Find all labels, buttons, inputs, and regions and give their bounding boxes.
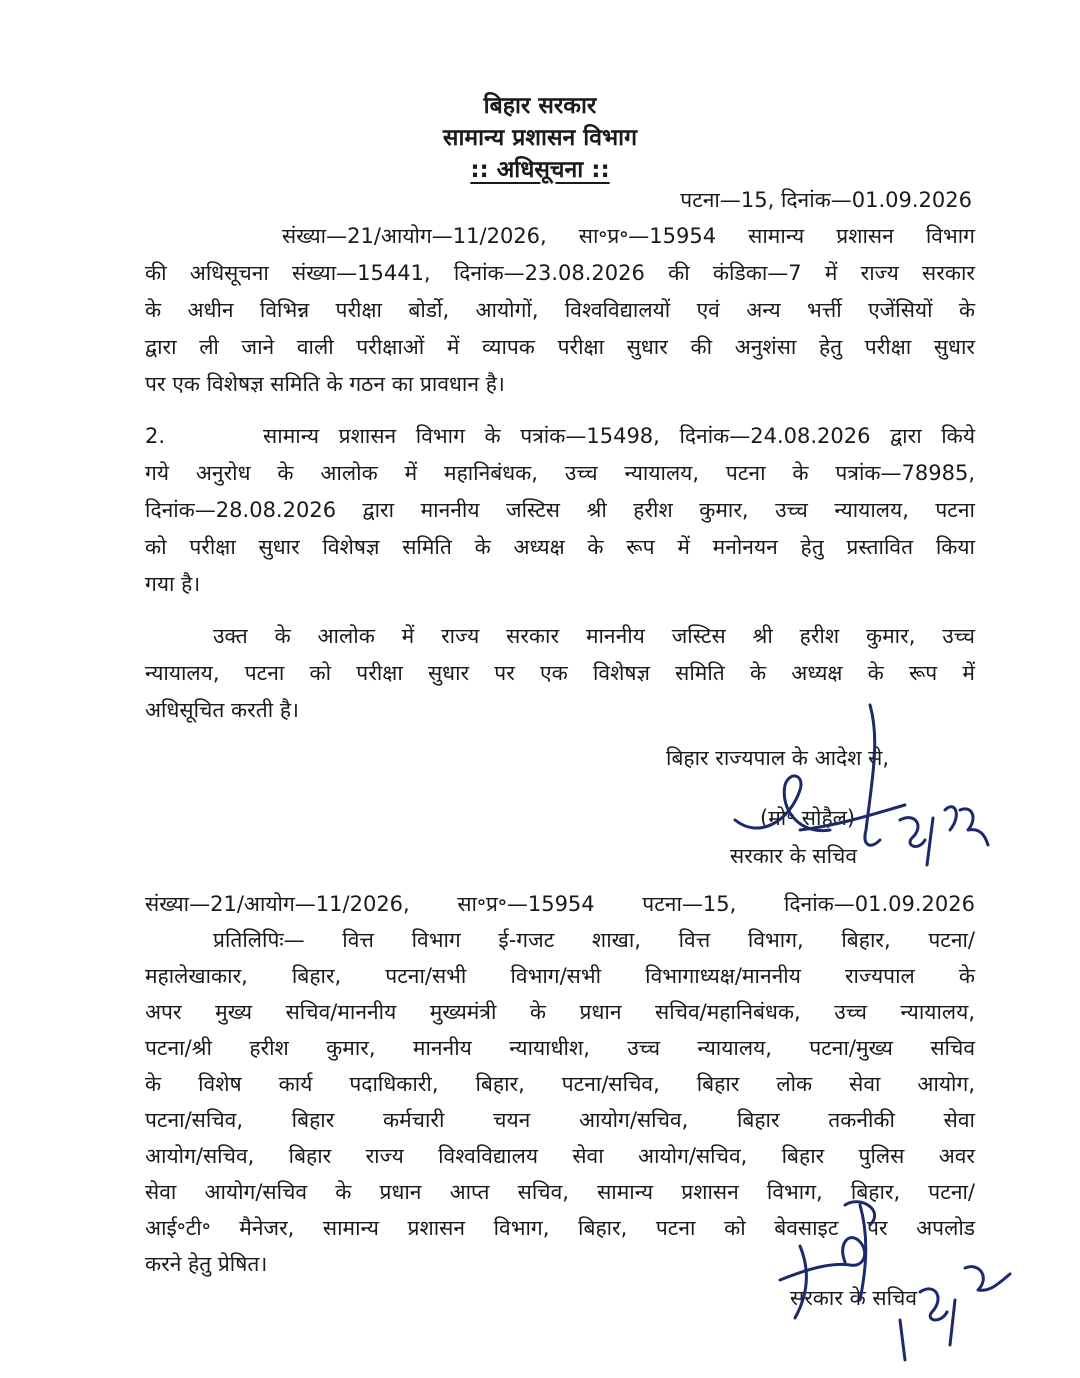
paragraph-line: गये अनुरोध के आलोक में महानिबंधक, उच्च न्यायालय, पटना के पत्रांक—78985, (145, 461, 975, 485)
governor-order: बिहार राज्यपाल के आदेश से, (666, 746, 890, 770)
paragraph-line: दिनांक—28.08.2026 द्वारा माननीय जस्टिस श्री हरीश कुमार, उच्च न्यायालय, पटना (145, 498, 975, 522)
paragraph-line: उक्त के आलोक में राज्य सरकार माननीय जस्टिस श्री हरीश कुमार, उच्च (213, 624, 975, 648)
copy-line: अपर मुख्य सचिव/माननीय मुख्यमंत्री के प्रधान सचिव/महानिबंधक, उच्च न्यायालय, (145, 1000, 975, 1024)
copy-line: पटना/सचिव, बिहार कर्मचारी चयन आयोग/सचिव, बिहार तकनीकी सेवा (145, 1108, 975, 1132)
copy-line: सेवा आयोग/सचिव के प्रधान आप्त सचिव, सामान्य प्रशासन विभाग, बिहार, पटना/ (145, 1180, 975, 1204)
copy-line: महालेखाकार, बिहार, पटना/सभी विभाग/सभी विभागाध्यक्ष/माननीय राज्यपाल के (145, 964, 975, 988)
signatory-designation: सरकार के सचिव (730, 844, 858, 868)
signatory-designation-2: सरकार के सचिव (790, 1286, 918, 1310)
notification-heading: :: अधिसूचना :: (470, 157, 610, 183)
copy-line: करने हेतु प्रेषित। (145, 1252, 268, 1276)
paragraph-line: को परीक्षा सुधार विशेषज्ञ समिति के अध्यक्ष के रूप में मनोनयन हेतु प्रस्तावित किया (145, 535, 975, 559)
copy-line: पटना/श्री हरीश कुमार, माननीय न्यायाधीश, उच्च न्यायालय, पटना/मुख्य सचिव (145, 1036, 975, 1060)
signatory-name: (मो॰ सोहैल) (760, 806, 856, 830)
reference-line: संख्या—21/आयोग—11/2026, सा॰प्र॰—15954 पटना—15, दिनांक—01.09.2026 (145, 892, 975, 916)
signature-stroke (865, 705, 880, 845)
paragraph-line: अधिसूचित करती है। (145, 698, 299, 722)
paragraph-line: द्वारा ली जाने वाली परीक्षाओं में व्यापक परीक्षा सुधार की अनुशंसा हेतु परीक्षा सुधार (145, 335, 975, 359)
department-title: सामान्य प्रशासन विभाग (442, 125, 638, 151)
paragraph-line: न्यायालय, पटना को परीक्षा सुधार पर एक विशेषज्ञ समिति के अध्यक्ष के रूप में (145, 661, 975, 685)
paragraph-line: पर एक विशेषज्ञ समिति के गठन का प्रावधान है। (145, 372, 505, 396)
paragraph-line: के अधीन विभिन्न परीक्षा बोर्डो, आयोगों, विश्वविद्यालयों एवं अन्य भर्त्ती एजेंसियों के (145, 298, 975, 322)
signature-stroke (780, 1238, 865, 1280)
signature-stroke (900, 807, 988, 865)
government-title: बिहार सरकार (483, 93, 597, 119)
paragraph-line: 2. सामान्य प्रशासन विभाग के पत्रांक—15498, दिनांक—24.08.2026 द्वारा किये (145, 424, 975, 448)
paragraph-line: संख्या—21/आयोग—11/2026, सा॰प्र॰—15954 सामान्य प्रशासन विभाग (282, 224, 975, 248)
copy-line: आयोग/सचिव, बिहार राज्य विश्वविद्यालय सेवा आयोग/सचिव, बिहार पुलिस अवर (145, 1144, 975, 1168)
copy-line: प्रतिलिपिः— वित्त विभाग ई-गजट शाखा, वित्त विभाग, बिहार, पटना/ (213, 928, 975, 952)
copy-line: आई॰टी॰ मैनेजर, सामान्य प्रशासन विभाग, बिहार, पटना को बेवसाइट पर अपलोड (145, 1216, 975, 1240)
paragraph-line: की अधिसूचना संख्या—15441, दिनांक—23.08.2026 की कंडिका—7 में राज्य सरकार (145, 261, 975, 285)
paragraph-line: गया है। (145, 572, 201, 596)
copy-line: के विशेष कार्य पदाधिकारी, बिहार, पटना/सचिव, बिहार लोक सेवा आयोग, (145, 1072, 975, 1096)
signature-stroke (900, 1267, 1010, 1360)
place-date: पटना—15, दिनांक—01.09.2026 (680, 188, 972, 212)
